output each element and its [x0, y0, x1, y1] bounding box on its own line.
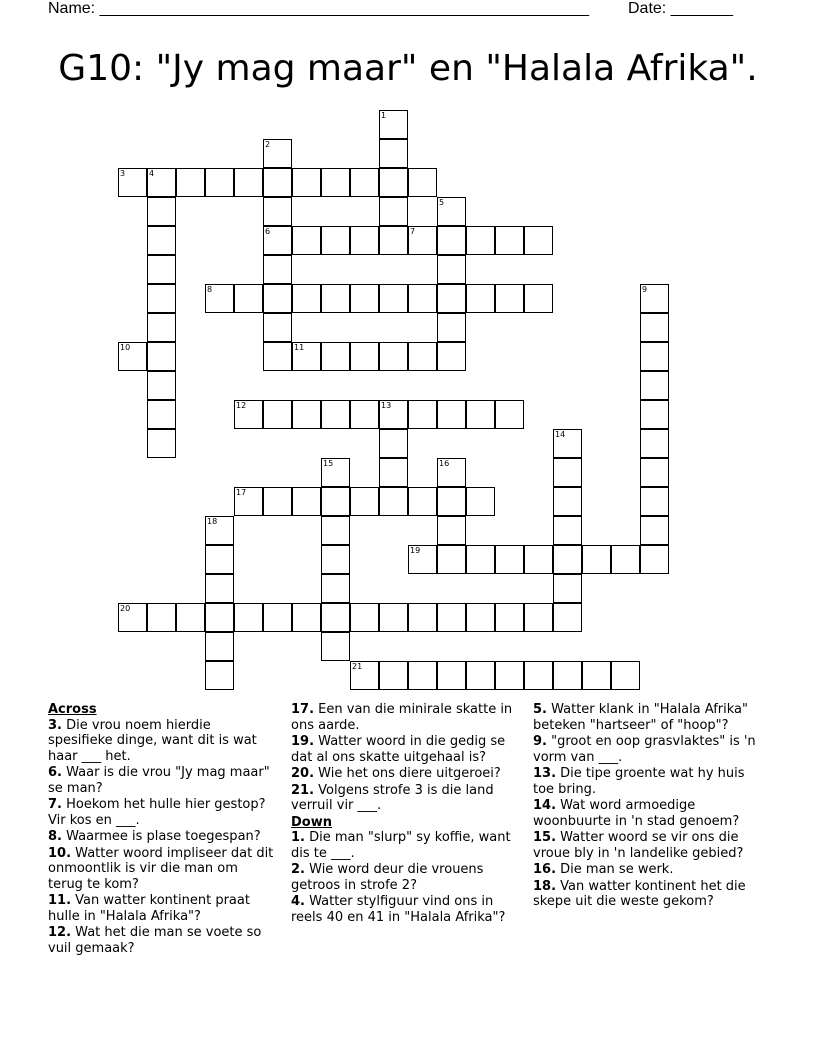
clue-text: Waar is die vrou "Jy mag maar" se man?: [48, 765, 270, 796]
down-clue: [291, 862, 517, 893]
across-clue: [291, 766, 517, 782]
crossword-cell[interactable]: [466, 487, 495, 516]
crossword-cell[interactable]: [350, 168, 379, 197]
across-clue: [48, 829, 274, 845]
clues-column-3: [533, 702, 763, 911]
clue-text: Die man se werk.: [560, 862, 674, 877]
clue-number: 11.: [48, 893, 72, 908]
clue-number-label: 6: [265, 227, 271, 236]
crossword-cell[interactable]: [611, 545, 640, 574]
crossword-cell[interactable]: [234, 168, 263, 197]
crossword-cell[interactable]: [147, 342, 176, 371]
crossword-cell[interactable]: [582, 661, 611, 690]
crossword-cell[interactable]: [350, 284, 379, 313]
crossword-cell[interactable]: [408, 487, 437, 516]
crossword-cell[interactable]: [379, 168, 408, 197]
clue-number: 7.: [48, 797, 62, 812]
crossword-cell[interactable]: [553, 458, 582, 487]
crossword-cell[interactable]: [350, 342, 379, 371]
crossword-cell[interactable]: [640, 458, 669, 487]
page-title: G10: "Jy mag maar" en "Halala Afrika".: [58, 48, 758, 89]
across-clue: [48, 893, 274, 924]
crossword-cell[interactable]: [263, 487, 292, 516]
clue-number-label: 5: [439, 198, 445, 207]
down-clue: [291, 830, 517, 861]
crossword-cell[interactable]: [379, 284, 408, 313]
crossword-cell[interactable]: [640, 371, 669, 400]
clue-number-label: 4: [149, 169, 155, 178]
clue-text: Die vrou noem hierdie spesifieke dinge, want dit is wat haar ___ het.: [48, 717, 257, 764]
clue-text: Watter woord se vir ons die vroue bly in 'n landelike gebied?: [533, 830, 744, 861]
date-field-label[interactable]: Date: _______: [628, 0, 733, 17]
clue-number: 8.: [48, 829, 62, 844]
crossword-cell[interactable]: [495, 284, 524, 313]
crossword-cell[interactable]: [292, 226, 321, 255]
across-heading: Across: [48, 702, 97, 717]
clue-number: 2.: [291, 862, 305, 877]
crossword-cell[interactable]: [292, 400, 321, 429]
crossword-cell[interactable]: [466, 661, 495, 690]
clue-number: 9.: [533, 734, 547, 749]
clue-text: Die tipe groente wat hy huis toe bring.: [533, 766, 745, 797]
crossword-cell[interactable]: [205, 603, 234, 632]
clue-number-label: 3: [120, 169, 126, 178]
clue-text: Hoekom het hulle hier gestop? Vir kos en ___.: [48, 797, 266, 828]
clue-number: 16.: [533, 862, 557, 877]
crossword-cell[interactable]: [379, 429, 408, 458]
down-clue: [533, 830, 763, 861]
crossword-cell[interactable]: [321, 400, 350, 429]
crossword-cell[interactable]: [379, 661, 408, 690]
crossword-cell[interactable]: [640, 516, 669, 545]
crossword-cell[interactable]: [495, 545, 524, 574]
crossword-cell[interactable]: [553, 487, 582, 516]
name-field-label[interactable]: Name: _______________________________________________________: [48, 0, 589, 17]
crossword-cell[interactable]: [524, 603, 553, 632]
crossword-cell[interactable]: [321, 574, 350, 603]
crossword-cell[interactable]: [379, 603, 408, 632]
crossword-cell[interactable]: [640, 313, 669, 342]
crossword-cell[interactable]: [553, 661, 582, 690]
crossword-cell[interactable]: [292, 284, 321, 313]
clue-number: 3.: [48, 717, 62, 733]
crossword-cell[interactable]: [350, 226, 379, 255]
across-clue: [48, 718, 274, 765]
crossword-cell[interactable]: [524, 226, 553, 255]
crossword-cell[interactable]: [640, 487, 669, 516]
clue-number: 19.: [291, 734, 315, 749]
clue-text: Wat het die man se voete so vuil gemaak?: [48, 925, 262, 956]
crossword-cell[interactable]: [147, 197, 176, 226]
across-clue: [291, 734, 517, 765]
crossword-cell[interactable]: [437, 400, 466, 429]
clue-number-label: 15: [323, 459, 334, 468]
clue-text: Die man "slurp" sy koffie, want dis te ___.: [291, 830, 511, 861]
crossword-cell[interactable]: [466, 284, 495, 313]
clue-text: Wie word deur die vrouens getroos in strofe 2?: [291, 862, 484, 893]
across-clue: [48, 797, 274, 828]
crossword-cell[interactable]: [379, 197, 408, 226]
clue-number: 15.: [533, 830, 557, 845]
crossword-cell[interactable]: [147, 226, 176, 255]
across-clue: [48, 765, 274, 796]
crossword-cell[interactable]: [147, 429, 176, 458]
crossword-cell[interactable]: [321, 516, 350, 545]
clue-number: 17.: [291, 702, 315, 717]
worksheet-header: [0, 0, 816, 20]
clue-text: "groot en oop grasvlaktes" is 'n vorm van ___.: [533, 734, 756, 765]
clue-text: Een van die minirale skatte in ons aarde.: [291, 702, 513, 733]
crossword-cell[interactable]: [437, 284, 466, 313]
crossword-cell[interactable]: [292, 603, 321, 632]
crossword-cell[interactable]: [176, 603, 205, 632]
crossword-cell[interactable]: [263, 313, 292, 342]
clue-number-label: 18: [207, 517, 218, 526]
clue-number-label: 17: [236, 488, 247, 497]
crossword-cell[interactable]: [437, 255, 466, 284]
crossword-cell[interactable]: [553, 516, 582, 545]
crossword-cell[interactable]: [553, 574, 582, 603]
crossword-cell[interactable]: [147, 371, 176, 400]
crossword-cell[interactable]: [147, 400, 176, 429]
crossword-cell[interactable]: [553, 545, 582, 574]
crossword-cell[interactable]: [379, 458, 408, 487]
down-clue: [291, 894, 517, 925]
crossword-cell[interactable]: [437, 603, 466, 632]
crossword-cell[interactable]: [147, 255, 176, 284]
crossword-cell[interactable]: [408, 603, 437, 632]
clues-column-1: [48, 702, 274, 957]
crossword-cell[interactable]: [640, 429, 669, 458]
crossword-cell[interactable]: [408, 342, 437, 371]
crossword-cell[interactable]: [350, 487, 379, 516]
clue-text: Watter stylfiguur vind ons in reels 40 en 41 in "Halala Afrika"?: [291, 894, 506, 925]
crossword-cell[interactable]: [495, 603, 524, 632]
crossword-cell[interactable]: [408, 661, 437, 690]
crossword-cell[interactable]: [263, 342, 292, 371]
crossword-cell[interactable]: [350, 400, 379, 429]
crossword-cell[interactable]: [408, 284, 437, 313]
crossword-cell[interactable]: [147, 313, 176, 342]
crossword-cell[interactable]: [263, 255, 292, 284]
across-clue: [48, 925, 274, 956]
clue-number: 21.: [291, 782, 315, 798]
crossword-cell[interactable]: [437, 661, 466, 690]
crossword-cell[interactable]: [321, 603, 350, 632]
clue-number-label: 14: [555, 430, 566, 439]
crossword-cell[interactable]: [640, 400, 669, 429]
crossword-cell[interactable]: [408, 168, 437, 197]
across-clue: [291, 702, 517, 733]
crossword-cell[interactable]: [437, 487, 466, 516]
clue-number-label: 16: [439, 459, 450, 468]
clue-text: Van watter kontinent praat hulle in "Halala Afrika"?: [48, 893, 250, 924]
crossword-cell[interactable]: [321, 342, 350, 371]
crossword-cell[interactable]: [321, 284, 350, 313]
crossword-cell[interactable]: [321, 545, 350, 574]
crossword-cell[interactable]: [205, 574, 234, 603]
crossword-cell[interactable]: [147, 603, 176, 632]
crossword-cell[interactable]: [437, 226, 466, 255]
clue-number: 10.: [48, 845, 72, 861]
crossword-cell[interactable]: [205, 168, 234, 197]
crossword-cell[interactable]: [640, 342, 669, 371]
crossword-cell[interactable]: [147, 284, 176, 313]
crossword-cell[interactable]: [379, 487, 408, 516]
clue-text: Waarmee is plase toegespan?: [66, 829, 261, 844]
crossword-cell[interactable]: [437, 313, 466, 342]
crossword-cell[interactable]: [582, 545, 611, 574]
crossword-cell[interactable]: [263, 168, 292, 197]
clue-text: Watter woord in die gedig se dat al ons skatte uitgehaal is?: [291, 734, 506, 765]
crossword-cell[interactable]: [350, 603, 379, 632]
clue-number: 14.: [533, 798, 557, 813]
clue-number-label: 19: [410, 546, 421, 555]
clue-number: 6.: [48, 765, 62, 780]
clue-text: Van watter kontinent het die skepe uit die weste gekom?: [533, 878, 746, 909]
crossword-cell[interactable]: [234, 603, 263, 632]
clue-number-label: 8: [207, 285, 213, 294]
crossword-cell[interactable]: [611, 661, 640, 690]
crossword-cell[interactable]: [379, 139, 408, 168]
crossword-cell[interactable]: [524, 284, 553, 313]
down-clue: [533, 879, 763, 910]
down-clue: [533, 734, 763, 765]
crossword-cell[interactable]: [263, 284, 292, 313]
crossword-cell[interactable]: [553, 603, 582, 632]
crossword-cell[interactable]: [205, 545, 234, 574]
clue-number-label: 21: [352, 662, 363, 671]
across-clue: [291, 783, 517, 814]
crossword-cell[interactable]: [495, 661, 524, 690]
down-clue: [533, 862, 763, 878]
crossword-cell[interactable]: [640, 545, 669, 574]
clue-number: 18.: [533, 878, 557, 894]
clue-number: 5.: [533, 702, 547, 717]
crossword-cell[interactable]: [437, 545, 466, 574]
crossword-cell[interactable]: [321, 487, 350, 516]
clue-number: 12.: [48, 925, 72, 940]
down-clue: [533, 702, 763, 733]
down-clue: [533, 766, 763, 797]
across-clue: [48, 846, 274, 893]
crossword-cell[interactable]: [495, 400, 524, 429]
crossword-cell[interactable]: [379, 342, 408, 371]
crossword-cell[interactable]: [437, 516, 466, 545]
clue-text: Wie het ons diere uitgeroei?: [318, 766, 501, 781]
crossword-cell[interactable]: [466, 545, 495, 574]
clue-number-label: 13: [381, 401, 392, 410]
crossword-cell[interactable]: [466, 226, 495, 255]
clue-number: 13.: [533, 766, 557, 781]
crossword-cell[interactable]: [263, 197, 292, 226]
crossword-cell[interactable]: [292, 168, 321, 197]
crossword-cell[interactable]: [263, 603, 292, 632]
crossword-cell[interactable]: [321, 226, 350, 255]
clue-number-label: 12: [236, 401, 247, 410]
crossword-cell[interactable]: [408, 400, 437, 429]
crossword-cell[interactable]: [321, 632, 350, 661]
crossword-cell[interactable]: [205, 632, 234, 661]
crossword-cell[interactable]: [379, 226, 408, 255]
clue-number-label: 9: [642, 285, 648, 294]
crossword-cell[interactable]: [176, 168, 205, 197]
crossword-cell[interactable]: [234, 284, 263, 313]
crossword-cell[interactable]: [466, 400, 495, 429]
down-clue: [533, 798, 763, 829]
clue-text: Volgens strofe 3 is die land verruil vir ___.: [291, 782, 494, 813]
crossword-cell[interactable]: [292, 487, 321, 516]
clue-text: Watter klank in "Halala Afrika" beteken "hartseer" of "hoop"?: [533, 702, 748, 733]
clue-number-label: 10: [120, 343, 131, 352]
clue-text: Watter woord impliseer dat dit onmoontlik is vir die man om terug te kom?: [48, 845, 274, 892]
crossword-cell[interactable]: [263, 400, 292, 429]
clue-number-label: 20: [120, 604, 131, 613]
crossword-cell[interactable]: [466, 603, 495, 632]
crossword-cell[interactable]: [495, 226, 524, 255]
clue-number: 20.: [291, 766, 315, 781]
crossword-cell[interactable]: [437, 342, 466, 371]
clue-number-label: 7: [410, 227, 416, 236]
crossword-cell[interactable]: [321, 168, 350, 197]
clue-number-label: 11: [294, 343, 305, 352]
crossword-cell[interactable]: [524, 661, 553, 690]
clue-number: 1.: [291, 830, 305, 845]
clues-column-2: [291, 702, 517, 926]
crossword-cell[interactable]: [205, 661, 234, 690]
clue-number: 4.: [291, 894, 305, 909]
clue-text: Wat word armoedige woonbuurte in 'n stad genoem?: [533, 798, 740, 829]
clue-number-label: 1: [381, 111, 387, 120]
crossword-cell[interactable]: [524, 545, 553, 574]
clue-number-label: 2: [265, 140, 271, 149]
down-heading: Down: [291, 814, 332, 830]
